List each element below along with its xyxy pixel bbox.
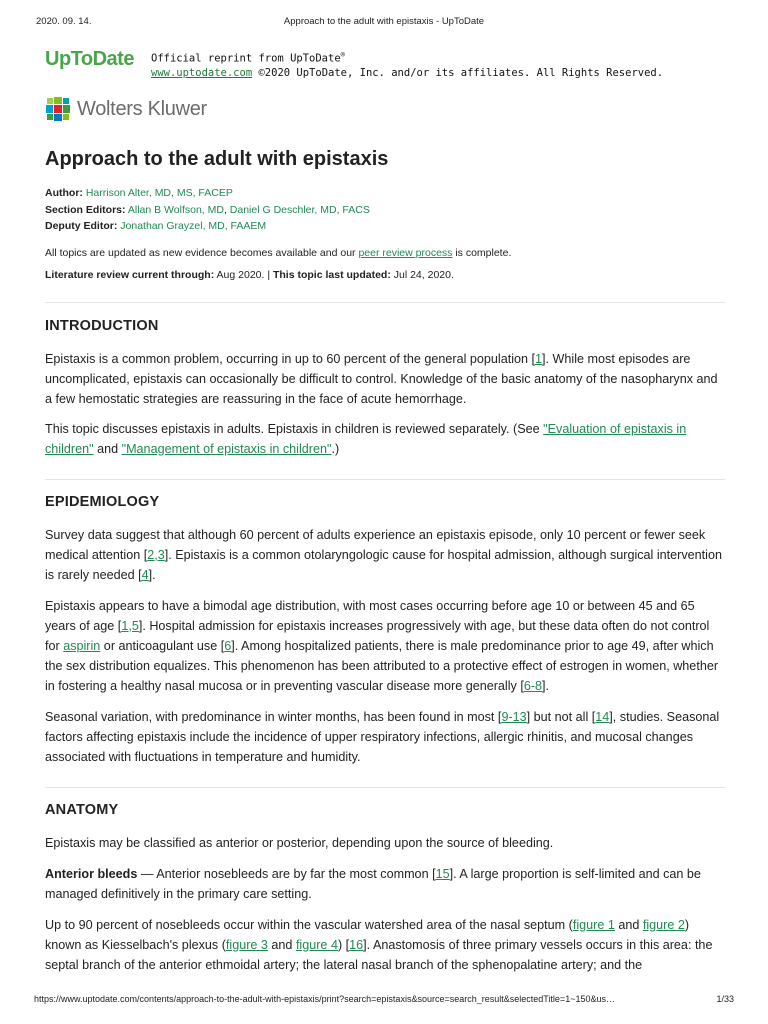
article-meta: [45, 185, 725, 284]
copyright-text: ©2020 UpToDate, Inc. and/or its affiliates. All Rights Reserved.: [252, 66, 664, 79]
figure-link-2[interactable]: figure 2: [642, 917, 685, 932]
figure-link-4[interactable]: figure 4: [295, 937, 338, 952]
deputy-editor-line: [45, 218, 725, 235]
section-heading-epidemiology: EPIDEMIOLOGY: [45, 493, 160, 510]
article-content: [45, 44, 725, 975]
section-editors-label: Section Editors:: [45, 203, 126, 216]
print-url: https://www.uptodate.com/contents/approach-to-the-adult-with-epistaxis/print?search=epistaxis&source=search_result&selectedTitle=1~150&us…: [34, 994, 615, 1004]
divider: [45, 479, 725, 480]
wolters-kluwer-logo[interactable]: [45, 94, 725, 124]
reference-link[interactable]: 6: [224, 638, 232, 653]
deputy-editor-label: Deputy Editor:: [45, 220, 118, 232]
reference-link[interactable]: 9-13: [501, 709, 527, 724]
page-number: 1/33: [716, 994, 734, 1004]
last-updated-label: This topic last updated:: [272, 269, 391, 281]
author-label: Author:: [45, 187, 83, 199]
uptodate-logo[interactable]: UpToDate: [45, 48, 134, 70]
epidemiology-paragraph-1: Survey data suggest that although 60 percent of adults experience an epistaxis episode, only 10 percent or fewer seek medical attention [2,3]. Epistaxis is a common otolaryngologic cause for hospital admission, although surgical intervention is rarely needed [4].: [45, 527, 722, 582]
anterior-bleeds-heading: Anterior bleeds: [45, 866, 138, 881]
divider: [45, 787, 725, 788]
reference-link[interactable]: 1,5: [121, 618, 139, 633]
last-updated-date: Jul 24, 2020.: [390, 269, 454, 281]
reference-link[interactable]: 6-8: [523, 678, 543, 693]
section-heading-introduction: INTRODUCTION: [45, 317, 159, 334]
reference-link[interactable]: 15: [435, 866, 450, 881]
print-header: [36, 16, 732, 28]
reference-link[interactable]: 14: [595, 709, 610, 724]
wolters-kluwer-name: Wolters Kluwer: [77, 97, 207, 120]
registered-mark: ®: [340, 51, 345, 59]
reprint-line: Official reprint from UpToDate: [151, 52, 341, 65]
anatomy-paragraph-1: Epistaxis may be classified as anterior or posterior, depending upon the source of bleeding.: [45, 835, 554, 850]
reference-link[interactable]: 4: [141, 567, 149, 582]
brand-header: [45, 44, 725, 84]
lit-review-label: Literature review current through:: [45, 269, 215, 281]
uptodate-link[interactable]: www.uptodate.com: [151, 66, 253, 79]
intro-paragraph-1: Epistaxis is a common problem, occurring in up to 60 percent of the general population [1]. While most episodes are uncomplicated, epistaxis can occasionally be difficult to control. Knowledge of the basic anatomy of the nasopharynx and a few hemostatic strategies are reassuring in the face of acute hemorrhage.: [45, 351, 718, 406]
section-editor-link-1[interactable]: Allan B Wolfson, MD: [127, 203, 224, 216]
intro-paragraph-2: This topic discusses epistaxis in adults. Epistaxis in children is reviewed separately. (See "Evaluation of epistaxis in children" and "Management of epistaxis in children".): [45, 421, 687, 456]
anatomy-paragraph-3: Up to 90 percent of nosebleeds occur within the vascular watershed area of the nasal septum (figure 1 and figure 2) known as Kiesselbach's plexus (figure 3 and figure 4) [16]. Anastomosis of three primary vessels occurs in this area: the septal branch of the anterior ethmoidal artery; the lateral nasal branch of the sphenopalatine artery; and the: [45, 917, 713, 972]
topic-link-evaluation-children[interactable]: "Evaluation of epistaxis in children": [45, 421, 687, 456]
reference-link[interactable]: 16: [349, 937, 364, 952]
article-title: Approach to the adult with epistaxis: [45, 148, 389, 170]
divider: [45, 302, 725, 303]
reference-link[interactable]: 1: [535, 351, 543, 366]
wolters-kluwer-icon: [45, 96, 71, 122]
print-date: 2020. 09. 14.: [36, 16, 92, 27]
print-page-title: Approach to the adult with epistaxis - UpToDate: [283, 16, 485, 27]
update-note-end: is complete.: [452, 246, 512, 259]
update-note: [45, 245, 725, 262]
lit-review-date: Aug 2020. |: [214, 269, 273, 281]
reprint-notice: [151, 48, 663, 80]
epidemiology-paragraph-2: Epistaxis appears to have a bimodal age distribution, with most cases occurring before age 10 or between 45 and 65 years of age [1,5]. Hospital admission for epistaxis increases progressively with age, but these data often do not control for aspirin or anticoagulant use [6]. Among hospitalized patients, there is male predominance prior to age 49, after which the sex distribution equalizes. This phenomenon has been attributed to a protective effect of estrogen in women, whether in fostering a healthy nasal mucosa or in preventing vascular disease more generally [6-8].: [45, 598, 719, 693]
deputy-editor-link[interactable]: Jonathan Grayzel, MD, FAAEM: [120, 220, 267, 232]
print-footer: [34, 994, 734, 1006]
author-line: [45, 185, 725, 202]
section-editor-link-2[interactable]: Daniel G Deschler, MD, FACS: [229, 203, 370, 216]
anatomy-paragraph-2: Anterior bleeds — Anterior nosebleeds are by far the most common [15]. A large proportion is self-limited and can be managed definitively in the primary care setting.: [45, 866, 701, 901]
review-dates: [45, 267, 725, 284]
peer-review-link[interactable]: peer review process: [358, 246, 453, 259]
topic-link-management-children[interactable]: "Management of epistaxis in children": [121, 441, 332, 456]
figure-link-1[interactable]: figure 1: [572, 917, 615, 932]
epidemiology-paragraph-3: Seasonal variation, with predominance in winter months, has been found in most [9-13] but not all [14], studies. Seasonal factors affecting epistaxis include the incidence of upper respiratory infections, allergic rhinitis, and mucosal changes associated with fluctuations in temperature and humidity.: [45, 709, 720, 764]
drug-link-aspirin[interactable]: aspirin: [63, 638, 101, 653]
update-note-text: All topics are updated as new evidence becomes available and our: [45, 246, 359, 259]
section-heading-anatomy: ANATOMY: [45, 801, 119, 818]
section-editors-line: Section Editors: Allan B Wolfson, MD, Daniel G Deschler, MD, FACS: [45, 203, 370, 216]
author-link[interactable]: Harrison Alter, MD, MS, FACEP: [85, 187, 233, 199]
figure-link-3[interactable]: figure 3: [225, 937, 268, 952]
reference-link[interactable]: 2,3: [147, 547, 165, 562]
